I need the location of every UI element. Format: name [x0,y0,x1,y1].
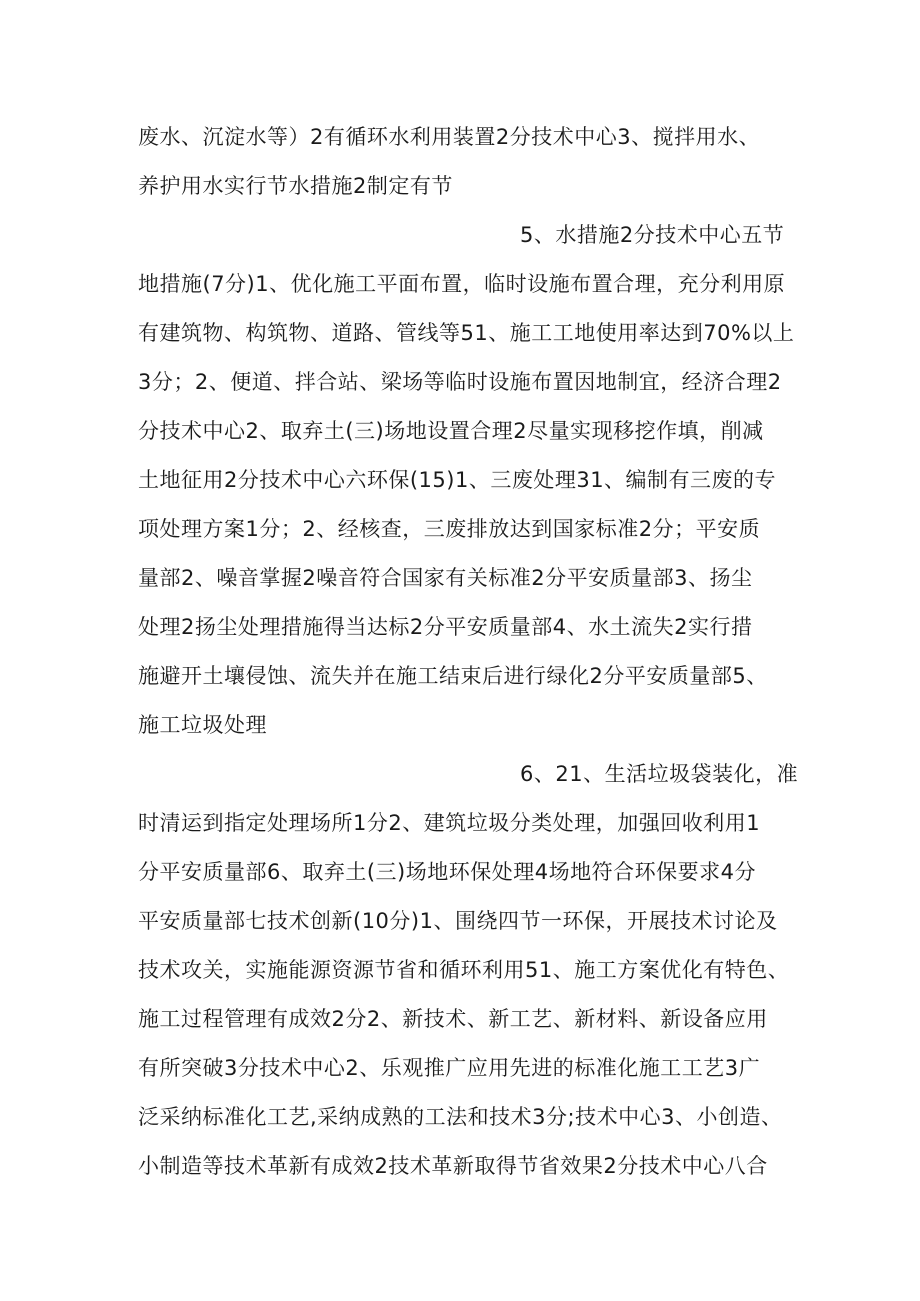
text-line: 地措施(7分)1、优化施工平面布置，临时设施布置合理，充分利用原 [138,272,786,296]
text-line: 施工过程管理有成效2分2、新技术、新工艺、新材料、新设备应用 [138,1007,768,1031]
text-line: 分技术中心2、取弃土(三)场地设置合理2尽量实现移挖作填，削减 [138,419,764,443]
text-line: 3分；2、便道、拌合站、梁场等临时设施布置因地制宜，经济合理2 [138,370,782,394]
text-line: 有所突破3分技术中心2、乐观推广应用先进的标准化施工工艺3广 [138,1056,761,1080]
text-line: 有建筑物、构筑物、道路、管线等51、施工工地使用率达到70%以上 [138,321,795,345]
text-line: 施工垃圾处理 [138,713,267,737]
text-line: 施避开土壤侵蚀、流失并在施工结束后进行绿化2分平安质量部5、 [138,664,768,688]
text-line: 养护用水实行节水措施2制定有节 [138,174,453,198]
text-line: 废水、沉淀水等）2有循环水利用装置2分技术中心3、搅拌用水、 [138,125,761,149]
text-line: 平安质量部七技术创新(10分)1、围绕四节一环保，开展技术讨论及 [138,909,778,933]
text-line: 5、水措施2分技术中心五节 [520,223,785,247]
text-line: 分平安质量部6、取弃土(三)场地环保处理4场地符合环保要求4分 [138,860,756,884]
text-line: 时清运到指定处理场所1分2、建筑垃圾分类处理，加强回收利用1 [138,811,761,835]
text-line: 处理2扬尘处理措施得当达标2分平安质量部4、水土流失2实行措 [138,615,753,639]
text-line: 泛采纳标准化工艺,采纳成熟的工法和技术3分;技术中心3、小创造、 [138,1105,783,1129]
text-line: 技术攻关，实施能源资源节省和循环利用51、施工方案优化有特色、 [138,958,790,982]
text-line: 小制造等技术革新有成效2技术革新取得节省效果2分技术中心八合 [138,1154,768,1178]
text-line: 项处理方案1分；2、经核查，三废排放达到国家标准2分；平安质 [138,517,761,541]
text-line: 量部2、噪音掌握2噪音符合国家有关标准2分平安质量部3、扬尘 [138,566,753,590]
text-line: 6、21、生活垃圾袋装化，准 [520,762,799,786]
text-line: 土地征用2分技术中心六环保(15)1、三废处理31、编制有三废的专 [138,468,777,492]
